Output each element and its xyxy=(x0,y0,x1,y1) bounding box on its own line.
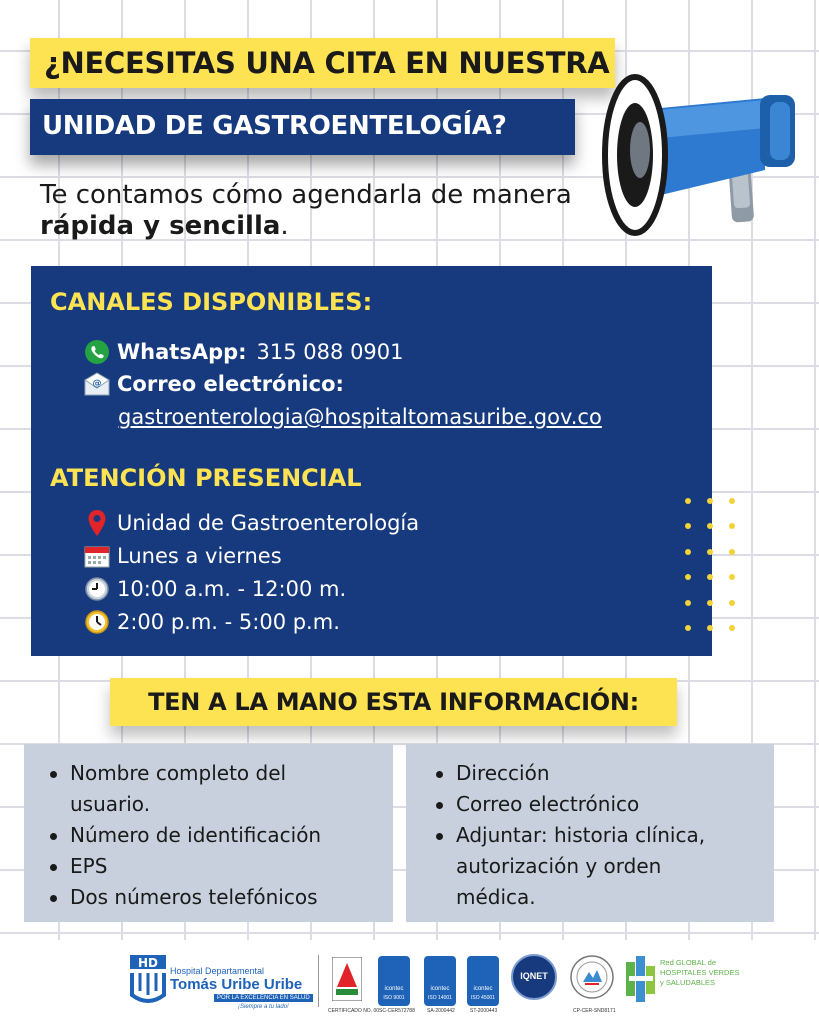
hospital-tagline: POR LA EXCELENCIA EN SALUD xyxy=(214,994,313,1002)
iqnet-label: IQNET xyxy=(520,971,548,981)
seal-brand: icontec xyxy=(384,986,404,992)
green-hospitals-icon xyxy=(626,956,656,1002)
list-item: Adjuntar: historia clínica, autorización y orden médica. xyxy=(434,820,744,913)
presencial-title: ATENCIÓN PRESENCIAL xyxy=(50,464,362,492)
clock-icon xyxy=(83,575,111,603)
seal-code: ST-2000443 xyxy=(470,1008,498,1014)
checklist-card-right xyxy=(406,744,774,922)
hospital-name: Tomás Uribe Uribe xyxy=(170,976,303,993)
checklist-banner xyxy=(110,678,677,726)
certification-badge-icon xyxy=(332,957,362,1001)
calendar-icon xyxy=(83,542,111,570)
seal-brand: icontec xyxy=(430,986,450,992)
mail-icon xyxy=(83,370,111,398)
list-item: Correo electrónico xyxy=(434,789,744,820)
channels-title: CANALES DISPONIBLES: xyxy=(50,288,373,316)
cert-last-label: CP-CER-SND8171 xyxy=(573,1008,616,1014)
whatsapp-label: WhatsApp: xyxy=(117,340,247,364)
place-row xyxy=(83,509,419,537)
checklist-left xyxy=(48,758,338,913)
dots-decoration xyxy=(682,495,742,635)
email-link[interactable]: gastroenterologia@hospitaltomasuribe.gov.co xyxy=(118,405,602,429)
hospital-slogan: ¡Siempre a tu lado! xyxy=(238,1004,289,1010)
checklist-right xyxy=(434,758,744,913)
certification-circle-icon xyxy=(569,954,615,1000)
list-item: Número de identificación xyxy=(48,820,338,851)
hospital-logo-icon xyxy=(128,955,168,1007)
seal-code: SC-CER572788 xyxy=(379,1008,415,1014)
seal-std: ISO 9001 xyxy=(383,995,405,1001)
morning-hours: 10:00 a.m. - 12:00 m. xyxy=(117,577,347,601)
intro-part-2: . xyxy=(280,211,289,241)
list-item: Nombre completo del usuario. xyxy=(48,758,338,820)
email-label: Correo electrónico: xyxy=(117,372,344,396)
checklist-card-left xyxy=(24,744,393,922)
green-hospitals-text: Red GLOBAL de HOSPITALES VERDES y SALUDABLES xyxy=(660,958,740,987)
afternoon-hours: 2:00 p.m. - 5:00 p.m. xyxy=(117,610,340,634)
place-text: Unidad de Gastroenterología xyxy=(117,511,420,535)
morning-row xyxy=(83,575,346,603)
location-pin-icon xyxy=(83,509,111,537)
days-text: Lunes a viernes xyxy=(117,544,282,568)
whatsapp-row xyxy=(83,338,404,366)
whatsapp-icon xyxy=(83,338,111,366)
seal-std: ISO 14001 xyxy=(428,995,452,1001)
seal-std: ISO 45001 xyxy=(471,995,495,1001)
headline-line-2: UNIDAD DE GASTROENTELOGÍA? xyxy=(42,111,507,141)
megaphone-icon xyxy=(600,70,805,240)
days-row xyxy=(83,542,282,570)
headline-banner-1 xyxy=(30,38,615,88)
footer-divider xyxy=(318,955,319,1007)
seal-brand: icontec xyxy=(473,986,493,992)
intro-part-1: Te contamos cómo agendarla de manera xyxy=(40,180,572,210)
hospital-logo-mark: HD xyxy=(137,956,159,970)
hospital-line1: Hospital Departamental xyxy=(170,966,265,976)
whatsapp-number[interactable]: 315 088 0901 xyxy=(256,340,404,364)
checklist-title: TEN A LA MANO ESTA INFORMACIÓN: xyxy=(148,688,639,716)
cert-label: CERTIFICADO NO. 00 xyxy=(328,1008,380,1014)
seal-code: SA-2000442 xyxy=(427,1008,455,1014)
headline-line-1: ¿NECESITAS UNA CITA EN NUESTRA xyxy=(44,46,610,80)
email-row xyxy=(83,370,354,398)
list-item: Dirección xyxy=(434,758,744,789)
clock-icon xyxy=(83,608,111,636)
svg-text:@: @ xyxy=(92,379,102,389)
intro-text xyxy=(40,180,580,242)
intro-bold: rápida y sencilla xyxy=(40,211,281,241)
list-item: EPS xyxy=(48,851,338,882)
list-item: Dos números telefónicos xyxy=(48,882,338,913)
afternoon-row xyxy=(83,608,340,636)
info-box xyxy=(31,266,712,656)
headline-banner-2 xyxy=(30,99,575,155)
